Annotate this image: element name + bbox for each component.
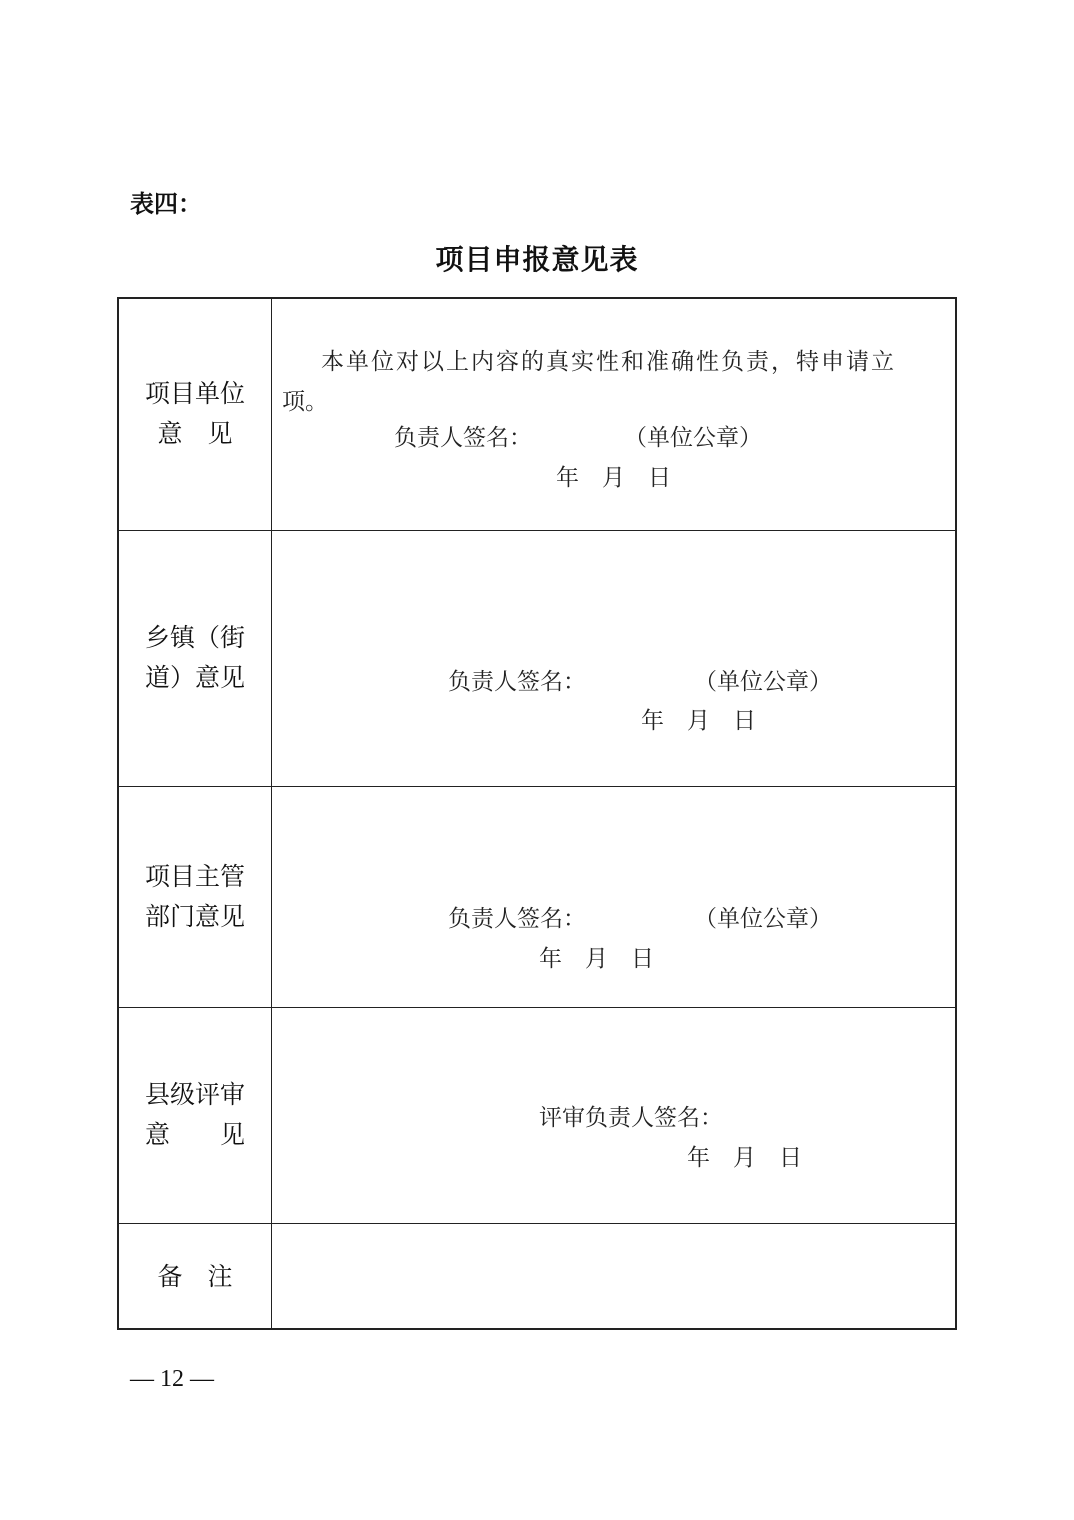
row-label-line: 意 见 [157,419,233,448]
row-label-line: 意 见 [144,1120,245,1149]
date-field: 年 月 日 [641,708,756,734]
date-field: 年 月 日 [687,1145,802,1171]
column-divider [271,299,272,1328]
signature-field: 负责人签名： [448,669,586,695]
row-label-department [119,857,271,937]
table-label: 表四： [130,190,202,218]
statement-text: 项。 [282,389,328,415]
opinion-form-table [117,297,957,1330]
seal-placeholder: （单位公章） [694,906,832,932]
signature-field: 评审负责人签名： [539,1105,723,1131]
document-title: 项目申报意见表 [435,243,639,276]
row-divider [119,1007,955,1008]
row-divider [119,530,955,531]
signature-field: 负责人签名： [394,425,532,451]
row-label-township [119,618,271,698]
page-number: — 12 — [130,1366,214,1392]
row-label-project-unit [119,374,271,454]
row-divider [119,1223,955,1224]
seal-placeholder: （单位公章） [694,669,832,695]
seal-placeholder: （单位公章） [624,425,762,451]
row-label-line: 乡镇（街 [144,623,245,652]
row-divider [119,786,955,787]
signature-field: 负责人签名： [448,906,586,932]
row-label-remarks [119,1257,271,1297]
row-label-line: 道）意见 [144,663,245,692]
row-label-line: 备 注 [157,1262,233,1291]
date-field: 年 月 日 [556,465,671,491]
row-label-line: 项目主管 [144,862,245,891]
row-label-county-review [119,1075,271,1155]
row-label-line: 部门意见 [144,902,245,931]
date-field: 年 月 日 [539,946,654,972]
row-label-line: 项目单位 [144,379,245,408]
row-label-line: 县级评审 [144,1080,245,1109]
statement-text: 本单位对以上内容的真实性和准确性负责，特申请立 [321,349,896,375]
